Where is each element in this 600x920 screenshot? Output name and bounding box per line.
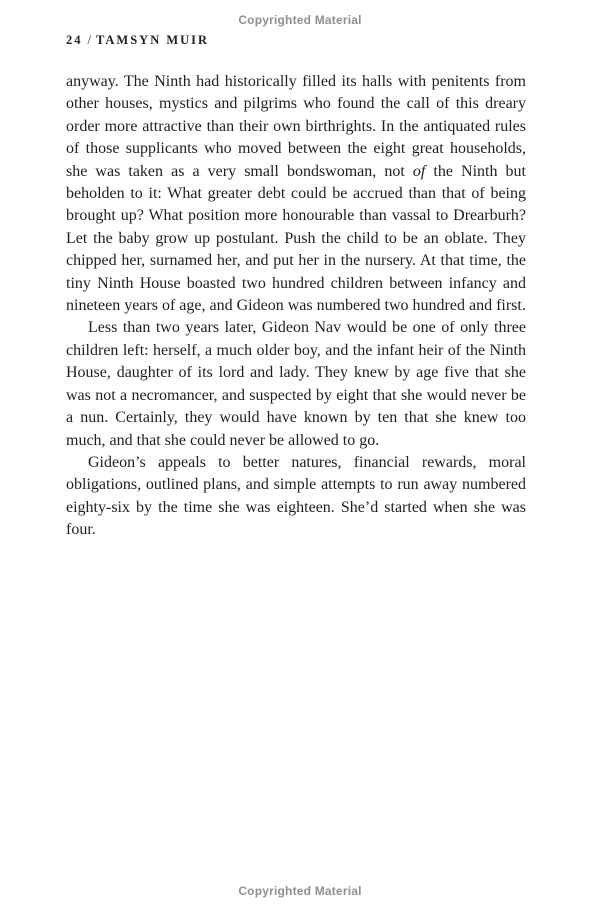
paragraph-2: Less than two years later, Gideon Nav would be one of only three children left: herself, a much older boy, and the infant heir of the Ninth House, daughter of its lord and lady. They knew by age five that she was not a necromancer, and suspected by eight that she would never be a nun. Certainly, they would have known by ten that she knew too much, and that she could never be allowed to go.: [66, 319, 526, 449]
page-number: 24: [66, 33, 83, 47]
paragraph-1-text-before: anyway. The Ninth had historically filled its halls with penitents from other houses, mystics and pilgrims who found the call of this dreary order more attractive than their own birthrights. In the antiquated rules of those supplicants who moved between the eight great households, she was taken as a very small bondswoman, not: [66, 73, 526, 180]
running-header: [66, 33, 209, 48]
page-body: [66, 71, 526, 542]
copyright-watermark-top: Copyrighted Material: [238, 13, 362, 27]
copyright-watermark-bottom: Copyrighted Material: [238, 884, 362, 898]
author-name: TAMSYN MUIR: [95, 33, 210, 47]
paragraph-1-text-after: the Ninth but beholden to it: What greater debt could be accrued than that of being brought up? What position more honourable than vassal to Drearburh? Let the baby grow up postulant. Push the child to be an oblate. They chipped her, surnamed her, and put her in the nursery. At that time, the tiny Ninth House boasted two hundred children between infancy and nineteen years of age, and Gideon was numbered two hundred and first.: [66, 162, 527, 315]
paragraph-1: [66, 71, 526, 317]
header-separator: /: [87, 33, 91, 47]
paragraph-1-italic-word: of: [412, 162, 426, 180]
paragraph-3: Gideon’s appeals to better natures, financial rewards, moral obligations, outlined plans, and simple attempts to run away numbered eighty-six by the time she was eighteen. She’d started when she was four.: [66, 453, 526, 539]
